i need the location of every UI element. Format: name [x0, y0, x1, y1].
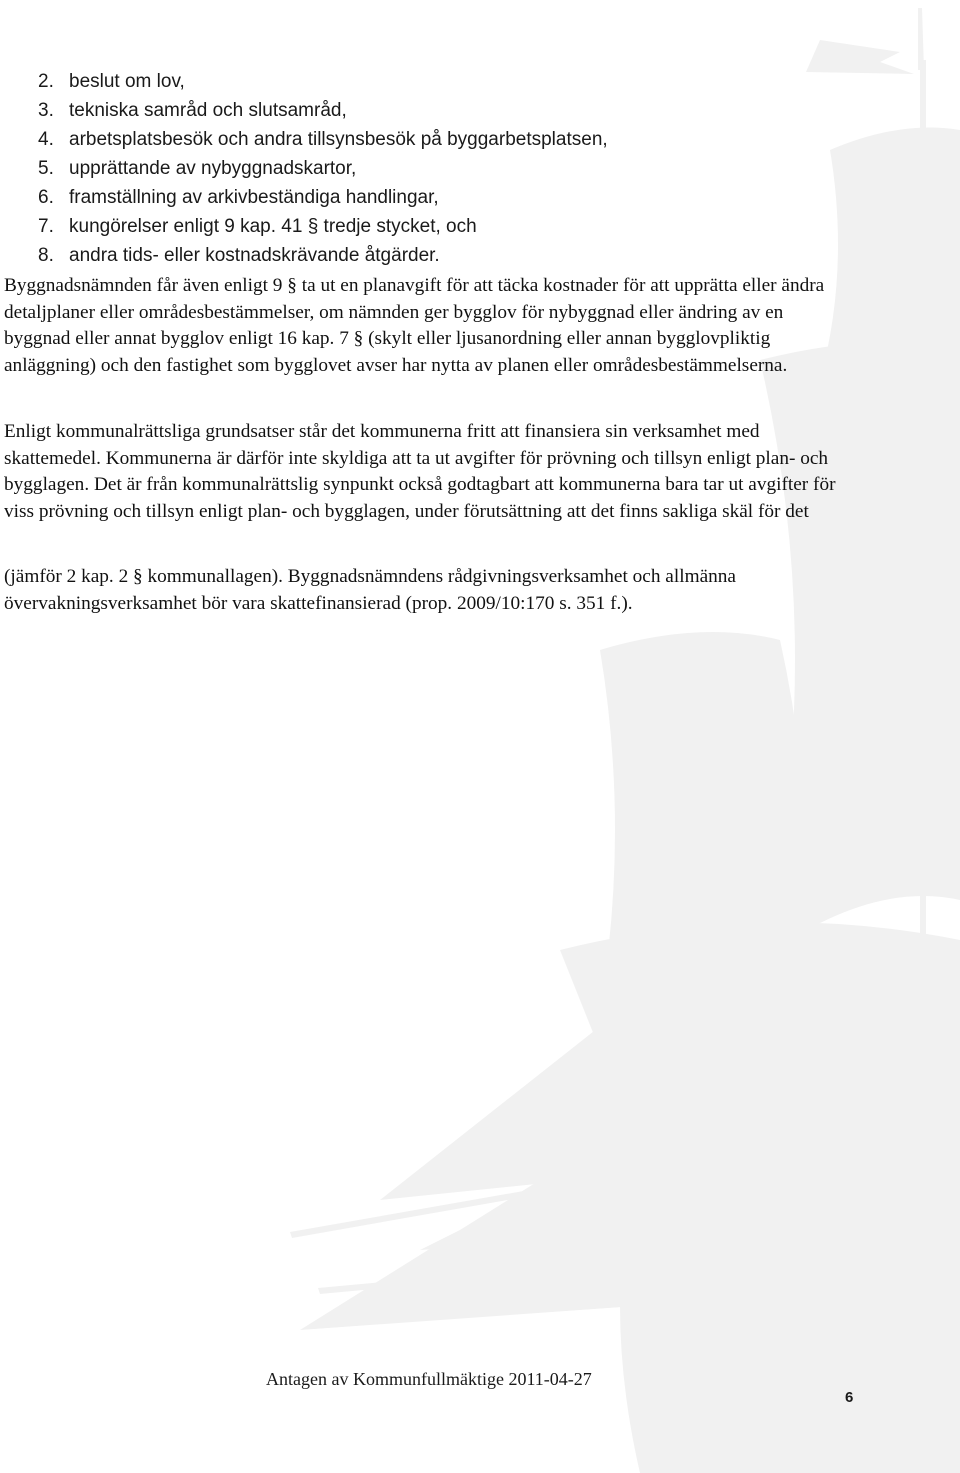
list-item-number: 5. — [38, 158, 54, 179]
list-item-text: arbetsplatsbesök och andra tillsynsbesök på byggarbetsplatsen, — [69, 129, 608, 150]
list-item-text: framställning av arkivbeständiga handlingar, — [69, 187, 439, 208]
list-item — [38, 183, 608, 212]
list-item-text: andra tids- eller kostnadskrävande åtgärder. — [69, 245, 440, 266]
list-item — [38, 154, 608, 183]
list-item-text: beslut om lov, — [69, 71, 185, 92]
list-item-text: tekniska samråd och slutsamråd, — [69, 100, 347, 121]
fee-activities-list — [38, 67, 608, 270]
list-item-text: kungörelser enligt 9 kap. 41 § tredje stycket, och — [69, 216, 477, 237]
paragraph-kommunallagen-reference: (jämför 2 kap. 2 § kommunallagen). Byggnadsnämndens rådgivningsverksamhet och allmänna övervakningsverksamhet bör vara skattefinansierad (prop. 2009/10:170 s. 351 f.). — [4, 566, 736, 614]
list-item — [38, 125, 608, 154]
paragraph-kommunalrattsliga-grundsatser: Enligt kommunalrättsliga grundsatser står det kommunerna fritt att finansiera sin verksamhet med skattemedel. Kommunerna är därför inte skyldiga att ta ut avgifter för prövning och tillsyn enligt plan- och bygglagen. Det är från kommunalrättslig synpunkt också godtagbart att kommunerna bara tar ut avgifter för viss prövning och tillsyn enligt plan- och bygglagen, under förutsättning att det finns sakliga skäl för det — [4, 421, 836, 522]
list-item-number: 2. — [38, 71, 54, 92]
list-item-number: 8. — [38, 245, 54, 266]
list-item-number: 6. — [38, 187, 54, 208]
list-item — [38, 96, 608, 125]
list-item — [38, 241, 608, 270]
paragraph-planavgift: Byggnadsnämnden får även enligt 9 § ta ut en planavgift för att täcka kostnader för att upprätta eller ändra detaljplaner eller områdesbestämmelser, om nämnden ger bygglov för nybyggnad eller ändring av en byggnad eller annat bygglov enligt 16 kap. 7 § (skylt eller ljusanordning eller annan bygglovpliktig anläggning) och den fastighet som bygglovet avser har nytta av planen eller områdesbestämmelserna. — [4, 275, 825, 376]
list-item-number: 3. — [38, 100, 54, 121]
page-number: 6 — [845, 1389, 854, 1406]
list-item — [38, 67, 608, 96]
list-item-number: 7. — [38, 216, 54, 237]
list-item — [38, 212, 608, 241]
footer-adoption-date: Antagen av Kommunfullmäktige 2011-04-27 — [266, 1369, 592, 1389]
list-item-number: 4. — [38, 129, 54, 150]
list-item-text: upprättande av nybyggnadskartor, — [69, 158, 357, 179]
